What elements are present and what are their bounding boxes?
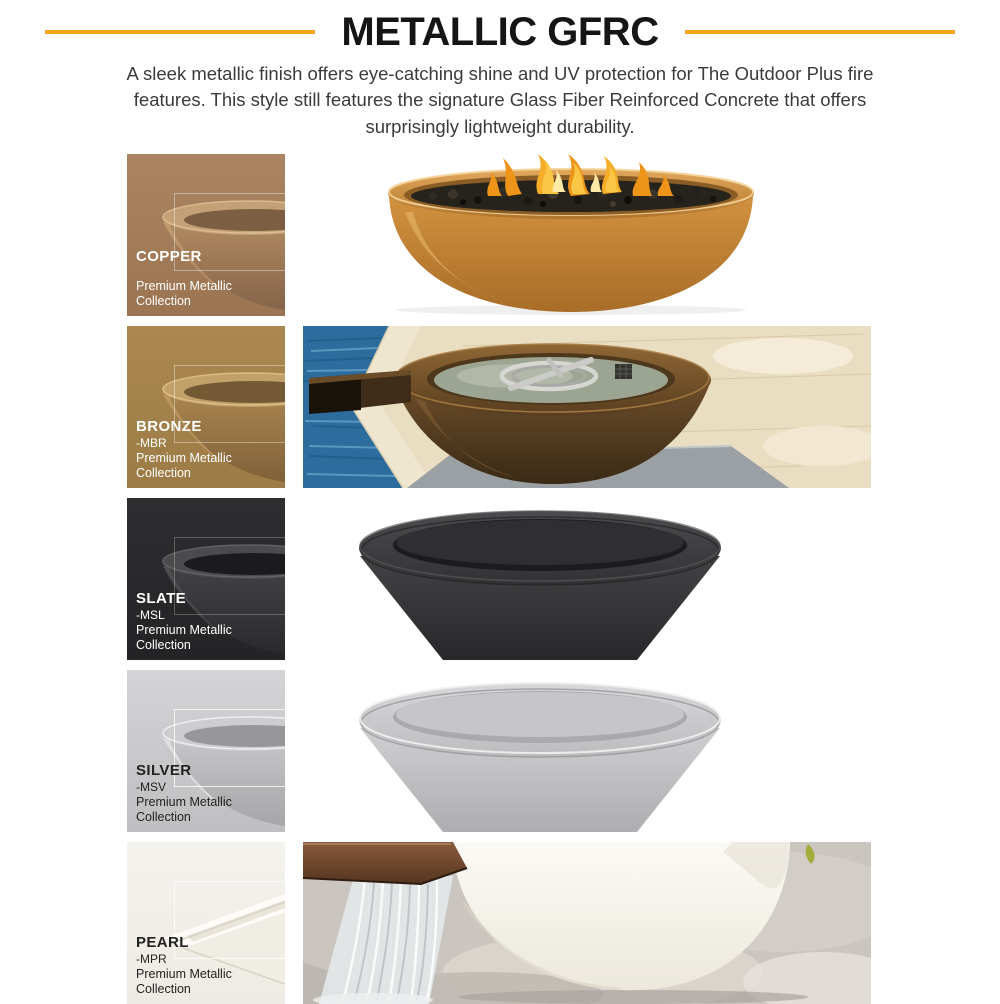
finish-row-copper bbox=[127, 154, 1000, 316]
finish-code: -MSL bbox=[136, 607, 165, 622]
bronze-swatch bbox=[127, 326, 285, 488]
finish-name: COPPER bbox=[136, 247, 202, 265]
swatch-label bbox=[136, 934, 285, 998]
finish-name: SLATE bbox=[136, 589, 187, 607]
gold-rule-left bbox=[45, 30, 315, 34]
finish-row-silver bbox=[127, 670, 1000, 832]
finish-collection: Premium Metallic Collection bbox=[136, 622, 232, 653]
page-description: A sleek metallic finish offers eye-catching shine and UV protection for The Outdoor Plus fire features. This style still features the signature Glass Fiber Reinforced Concrete that offers surprisingly lightweight durability. bbox=[126, 63, 874, 137]
slate-swatch bbox=[127, 498, 285, 660]
finish-collection: Premium Metallic Collection bbox=[136, 966, 232, 997]
finish-row-slate bbox=[127, 498, 1000, 660]
finish-code: -MBR bbox=[136, 435, 167, 450]
finish-name: SILVER bbox=[136, 761, 192, 779]
finish-collection: Premium Metallic Collection bbox=[136, 450, 232, 481]
title-row bbox=[45, 10, 955, 54]
pearl-water-bowl-photo bbox=[303, 842, 871, 1004]
finish-collection: Premium Metallic Collection bbox=[136, 794, 232, 825]
silver-bowl-photo bbox=[303, 670, 871, 832]
swatch-label bbox=[136, 590, 285, 654]
page-title: METALLIC GFRC bbox=[341, 10, 659, 54]
slate-bowl bbox=[359, 511, 721, 660]
finish-rows bbox=[0, 154, 1000, 1004]
gold-rule-right bbox=[685, 30, 955, 34]
copper-fire-bowl-photo bbox=[303, 154, 871, 316]
bronze-fire-water-bowl-photo bbox=[303, 326, 871, 488]
finish-name: BRONZE bbox=[136, 417, 202, 435]
pearl-swatch bbox=[127, 842, 285, 1004]
finish-collection: Premium Metallic Collection bbox=[136, 278, 232, 309]
silver-bowl bbox=[359, 683, 721, 832]
finish-code: -MPR bbox=[136, 951, 167, 966]
finish-code: -MSV bbox=[136, 779, 166, 794]
finish-name: PEARL bbox=[136, 933, 189, 951]
swatch-label bbox=[136, 762, 285, 826]
finish-row-pearl bbox=[127, 842, 1000, 1004]
copper-swatch bbox=[127, 154, 285, 316]
slate-bowl-photo bbox=[303, 498, 871, 660]
swatch-label bbox=[136, 418, 285, 482]
swatch-label bbox=[136, 248, 285, 310]
page-header bbox=[0, 0, 1000, 140]
silver-swatch bbox=[127, 670, 285, 832]
finish-row-bronze bbox=[127, 326, 1000, 488]
